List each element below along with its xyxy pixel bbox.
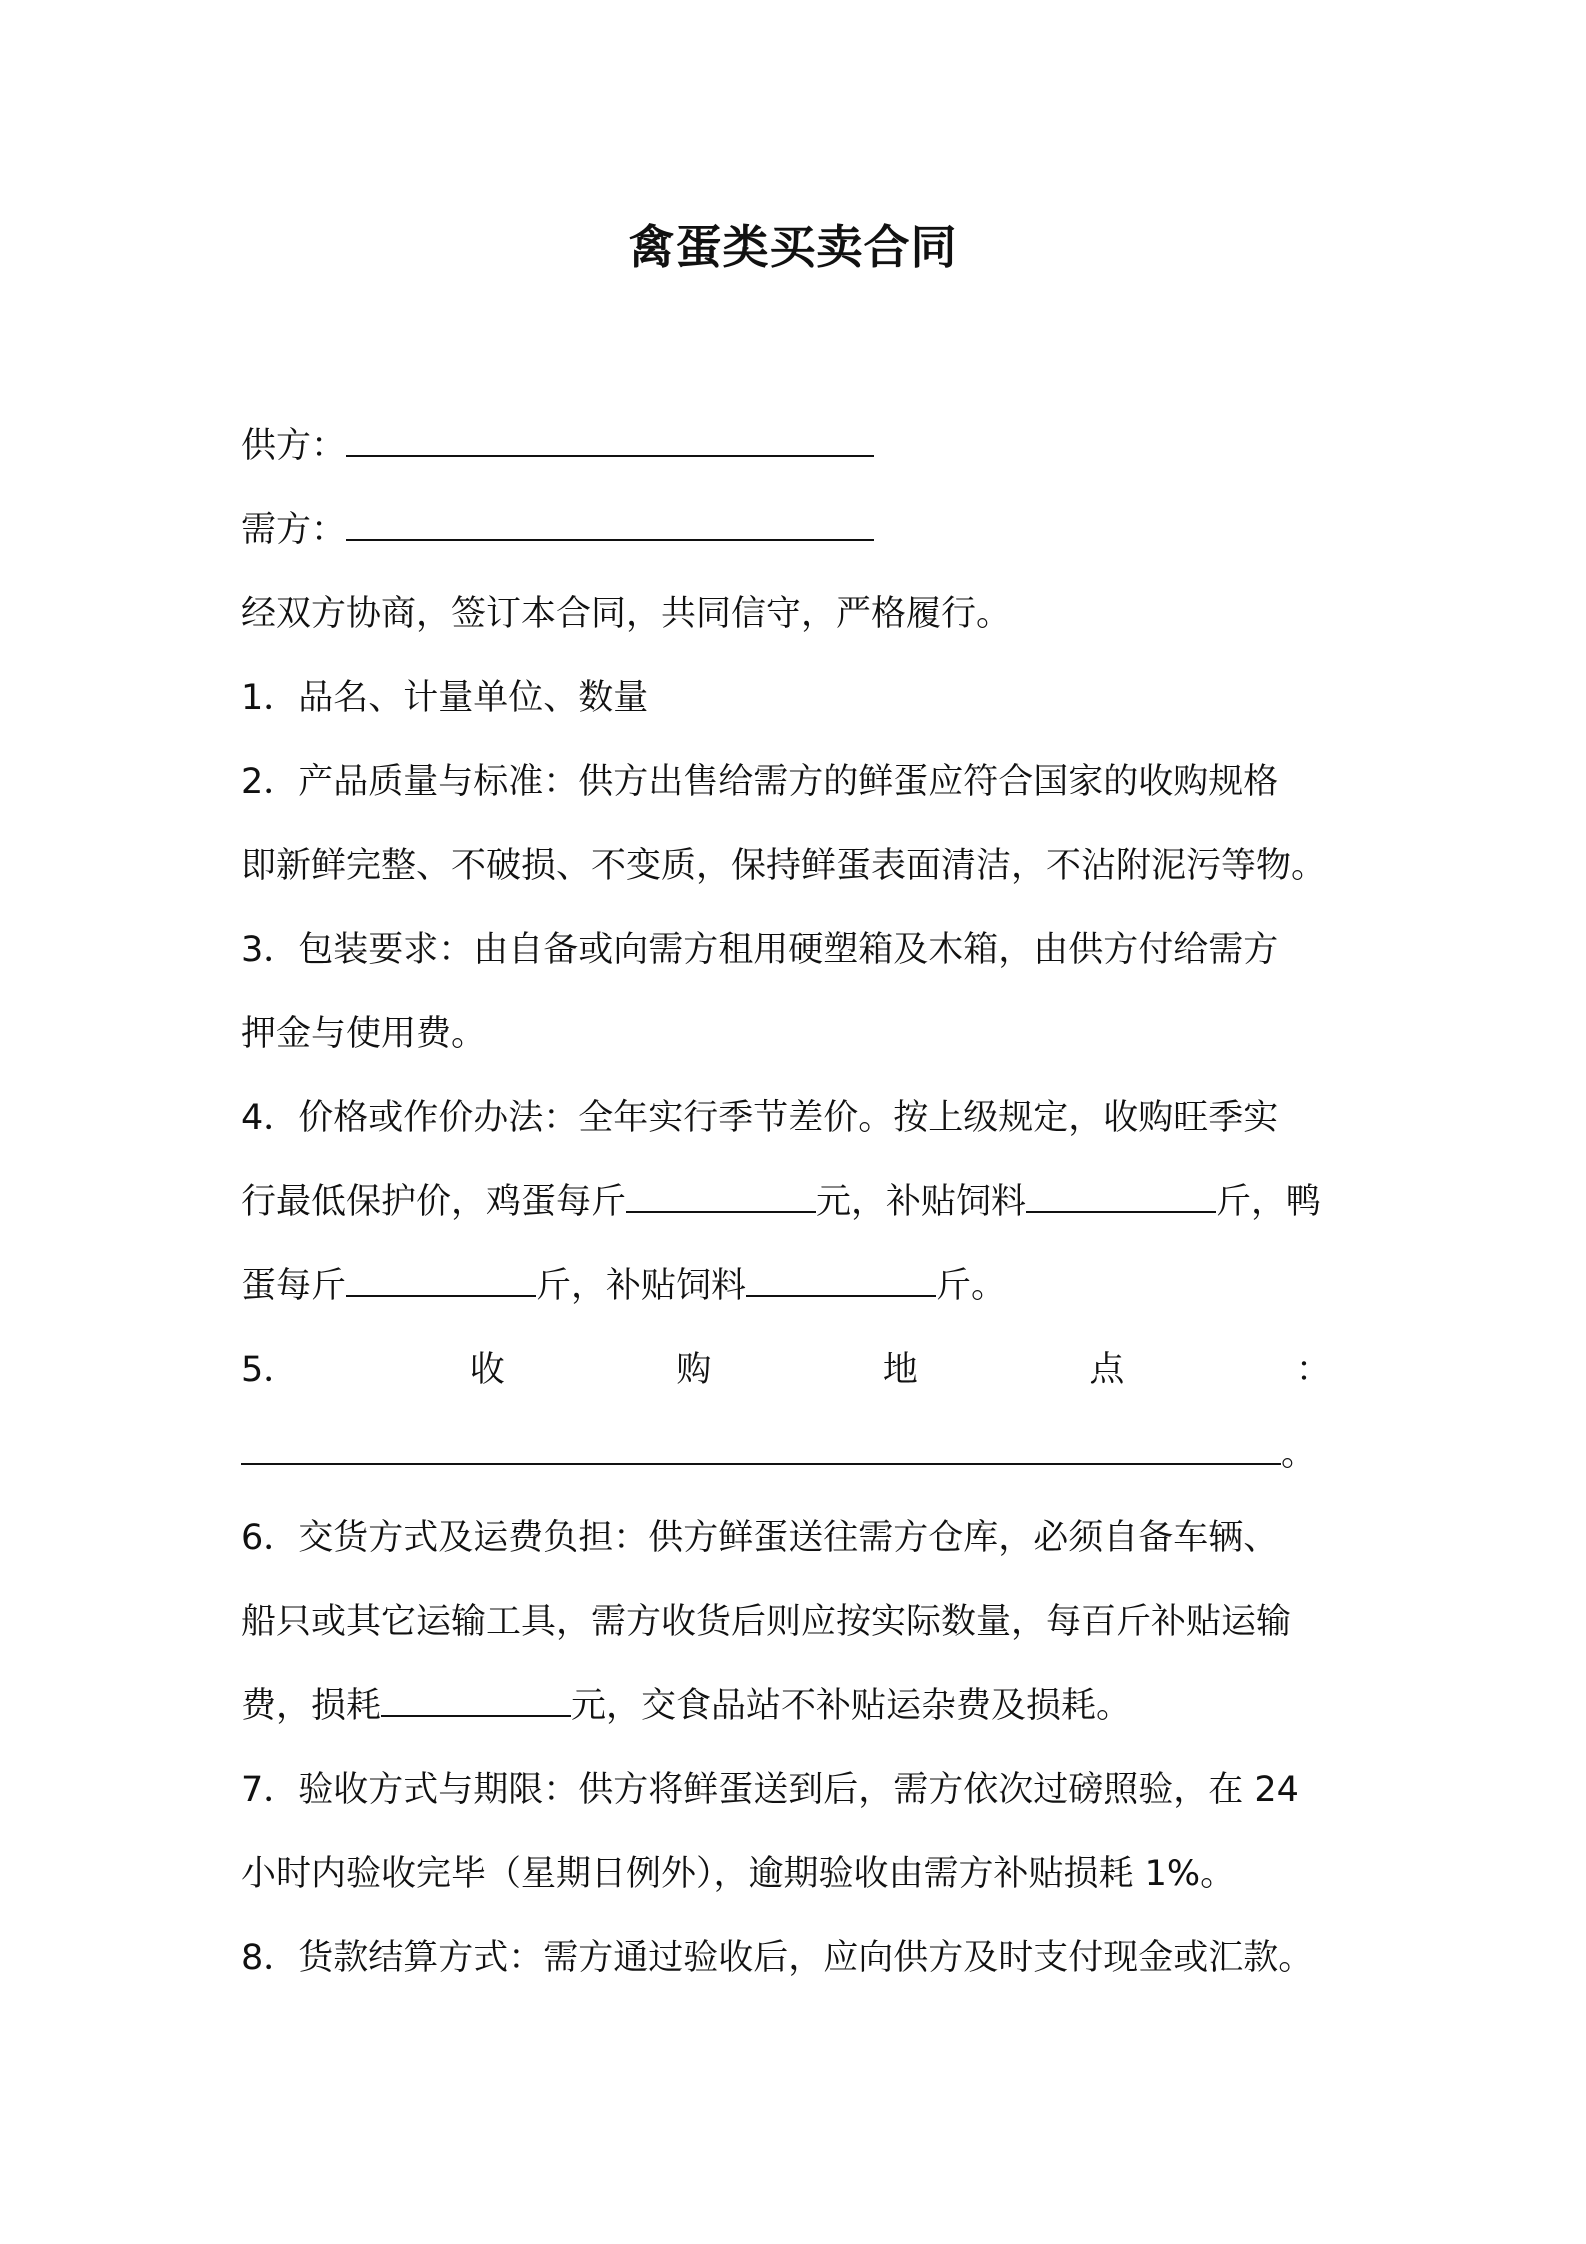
clause-6-text-b: 元，交食品站不补贴运杂费及损耗。 (571, 1686, 1132, 1726)
supplier-blank (346, 425, 874, 457)
clause-5-part: 点 (1089, 1350, 1125, 1390)
egg-price-blank (626, 1181, 816, 1213)
clause-4-text-a: 行最低保护价，鸡蛋每斤 (241, 1182, 627, 1222)
clause-6-text-a: 费，损耗 (241, 1686, 382, 1726)
clause-4-line-3 (241, 1244, 1371, 1328)
clause-5-part: 购 (676, 1350, 712, 1390)
buyer-blank (346, 509, 874, 541)
clause-5-end: 。 (1281, 1434, 1317, 1474)
clause-3-line-1: 3．包装要求：由自备或向需方租用硬塑箱及木箱，由供方付给需方 (241, 930, 1279, 970)
clause-6-line-1: 6．交货方式及运费负担：供方鲜蛋送往需方仓库，必须自备车辆、 (241, 1518, 1279, 1558)
clause-7-line-2: 小时内验收完毕（星期日例外），逾期验收由需方补贴损耗 1%。 (241, 1854, 1236, 1894)
duck-egg-price-blank (346, 1265, 536, 1297)
feed-subsidy-blank (1026, 1181, 1216, 1213)
clause-1: 1．品名、计量单位、数量 (241, 678, 649, 718)
clause-5-part: ： (1295, 1350, 1331, 1390)
clause-4-text-d: 蛋每斤 (241, 1266, 347, 1306)
supplier-line (241, 404, 1371, 488)
clause-5-part: 5． (241, 1350, 299, 1390)
clause-4-line-2 (241, 1160, 1371, 1244)
buyer-line (241, 488, 1371, 572)
supplier-label: 供方： (241, 426, 347, 466)
clause-4-text-c: 斤，鸭 (1216, 1182, 1322, 1222)
clause-5-line-2 (241, 1412, 1371, 1496)
clause-5-part: 地 (882, 1350, 918, 1390)
clause-8: 8．货款结算方式：需方通过验收后，应向供方及时支付现金或汇款。 (241, 1938, 1314, 1978)
clause-3-line-2: 押金与使用费。 (241, 1014, 487, 1054)
clause-5-line-1 (241, 1328, 1331, 1412)
duck-feed-subsidy-blank (746, 1265, 936, 1297)
clause-5-part: 收 (469, 1350, 505, 1390)
clause-4-line-1: 4．价格或作价办法：全年实行季节差价。按上级规定，收购旺季实 (241, 1098, 1279, 1138)
purchase-location-blank (241, 1433, 1281, 1465)
clause-6-line-2: 船只或其它运输工具，需方收货后则应按实际数量，每百斤补贴运输 (241, 1602, 1292, 1642)
clause-4-text-f: 斤。 (936, 1266, 1007, 1306)
clause-4-text-e: 斤，补贴饲料 (536, 1266, 747, 1306)
clause-2-line-2: 即新鲜完整、不破损、不变质，保持鲜蛋表面清洁，不沾附泥污等物。 (241, 846, 1327, 886)
intro-line: 经双方协商，签订本合同，共同信守，严格履行。 (241, 594, 1012, 634)
loss-amount-blank (381, 1685, 571, 1717)
clause-2-line-1: 2．产品质量与标准：供方出售给需方的鲜蛋应符合国家的收购规格 (241, 762, 1279, 802)
buyer-label: 需方： (241, 510, 347, 550)
clause-4-text-b: 元，补贴饲料 (816, 1182, 1027, 1222)
document-title: 禽蛋类买卖合同 (628, 220, 958, 274)
clause-7-line-1: 7．验收方式与期限：供方将鲜蛋送到后，需方依次过磅照验，在 24 (241, 1770, 1299, 1810)
clause-6-line-3 (241, 1664, 1371, 1748)
contract-body (241, 404, 1371, 2000)
